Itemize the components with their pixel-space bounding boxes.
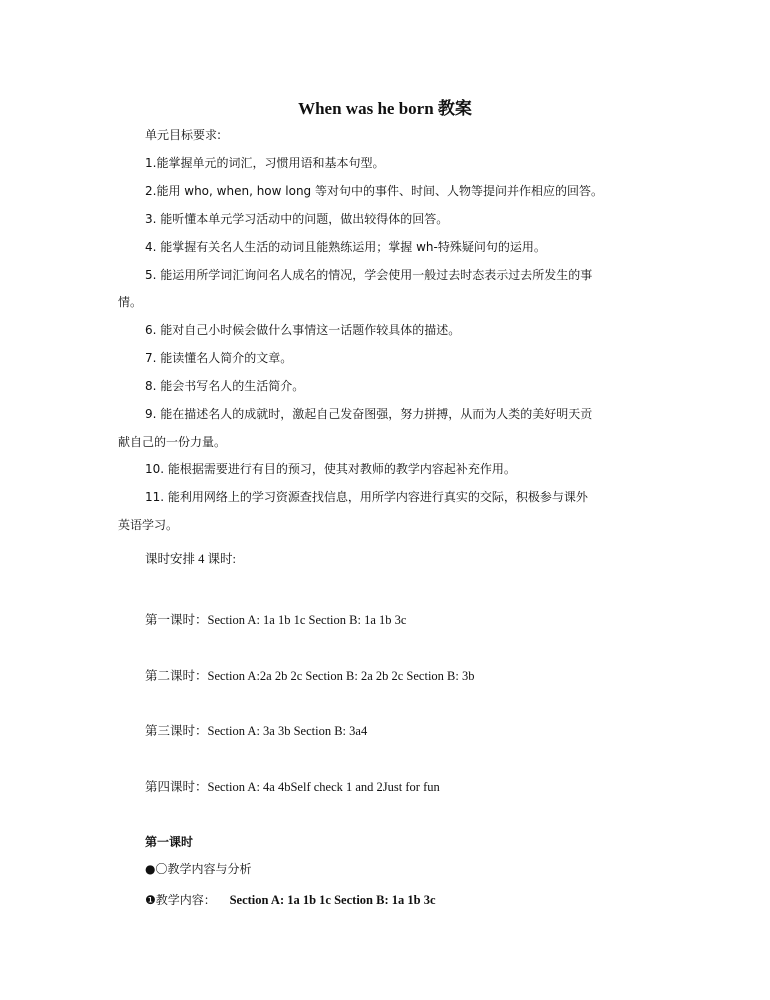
schedule-item: 第二课时：Section A:2a 2b 2c Section B: 2a 2b 2c Section B: 3b — [145, 669, 475, 683]
goal-item: 11. 能利用网络上的学习资源查找信息，用所学内容进行真实的交际，积极参与课外 — [145, 490, 588, 504]
goal-item: 5. 能运用所学词汇询问名人成名的情况，学会使用一般过去时态表示过去所发生的事 — [145, 268, 593, 282]
goal-item-continuation: 献自己的一份力量。 — [118, 435, 227, 449]
goal-item: 2.能用 who, when, how long 等对句中的事件、时间、人物等提问并作相应的回答。 — [145, 184, 603, 198]
schedule-item: 第三课时：Section A: 3a 3b Section B: 3a4 — [145, 724, 368, 738]
goal-item: 4. 能掌握有关名人生活的动词且能熟练运用；掌握 wh-特殊疑问句的运用。 — [145, 240, 546, 254]
content-row — [145, 892, 436, 908]
goal-item-continuation: 情。 — [118, 295, 143, 309]
goals-heading: 单元目标要求: — [145, 128, 222, 142]
content-value: Section A: 1a 1b 1c Section B: 1a 1b 3c — [229, 893, 436, 907]
goal-item: 3. 能听懂本单元学习活动中的问题，做出较得体的回答。 — [145, 212, 449, 226]
schedule-heading: 课时安排 4 课时: — [145, 552, 236, 566]
goal-item: 8. 能会书写名人的生活简介。 — [145, 379, 305, 393]
goal-item-continuation: 英语学习。 — [118, 518, 179, 532]
goal-item: 9. 能在描述名人的成就时，激起自己发奋图强，努力拼搏，从而为人类的美好明天贡 — [145, 407, 593, 421]
content-heading: ●〇教学内容与分析 — [145, 862, 252, 876]
content-label: ❶教学内容： — [145, 893, 216, 907]
goal-item: 1.能掌握单元的词汇，习惯用语和基本句型。 — [145, 156, 385, 170]
schedule-item: 第一课时：Section A: 1a 1b 1c Section B: 1a 1b 3c — [145, 613, 407, 627]
schedule-item: 第四课时：Section A: 4a 4bSelf check 1 and 2Just for fun — [145, 780, 440, 794]
goal-item: 7. 能读懂名人简介的文章。 — [145, 351, 293, 365]
lesson-heading: 第一课时 — [145, 835, 194, 849]
goal-item: 10. 能根据需要进行有目的预习，使其对教师的教学内容起补充作用。 — [145, 462, 516, 476]
document-title: When was he born 教案 — [298, 99, 472, 118]
goal-item: 6. 能对自己小时候会做什么事情这一话题作较具体的描述。 — [145, 323, 461, 337]
